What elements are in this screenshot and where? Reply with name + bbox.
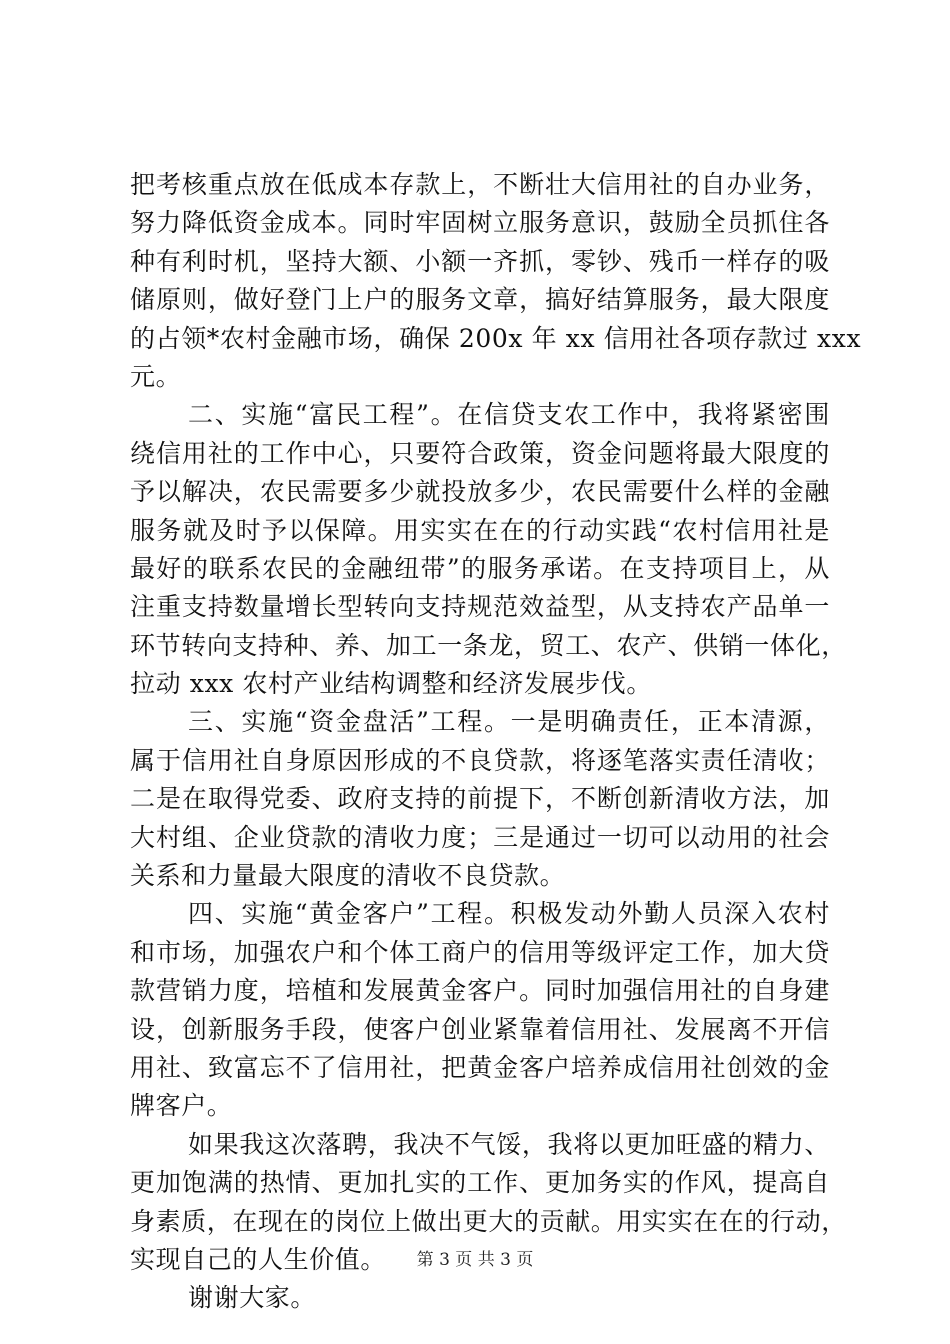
text-line: 大村组、企业贷款的清收力度；三是通过一切可以动用的社会	[130, 822, 830, 852]
text-line: 最好的联系农民的金融纽带”的服务承诺。在支持项目上，从	[130, 553, 830, 583]
text-line: 牌客户。	[130, 1091, 233, 1121]
text-line: 二是在取得党委、政府支持的前提下，不断创新清收方法，加	[130, 784, 830, 814]
text-line: 四、实施“黄金客户”工程。积极发动外勤人员深入农村	[188, 899, 830, 929]
text-line: 努力降低资金成本。同时牢固树立服务意识，鼓励全员抓住各	[130, 208, 830, 238]
text-line: 属于信用社自身原因形成的不良贷款，将逐笔落实责任清收；	[130, 745, 830, 775]
text-line: 的占领*农村金融市场，确保 200x 年 xx 信用社各项存款过 xxx	[130, 323, 862, 353]
text-line: 更加饱满的热情、更加扎实的工作、更加务实的作风，提高自	[130, 1168, 830, 1198]
text-line: 身素质，在现在的岗位上做出更大的贡献。用实实在在的行动，	[130, 1206, 847, 1236]
paragraph	[130, 396, 847, 703]
text-line: 服务就及时予以保障。用实实在在的行动实践“农村信用社是	[130, 515, 830, 545]
text-line: 如果我这次落聘，我决不气馁，我将以更加旺盛的精力、	[188, 1129, 830, 1159]
paragraph	[130, 703, 830, 895]
text-line: 储原则，做好登门上户的服务文章，搞好结算服务，最大限度	[130, 285, 830, 315]
paragraph	[130, 895, 830, 1125]
text-line: 把考核重点放在低成本存款上，不断壮大信用社的自办业务，	[130, 170, 830, 199]
text-line: 设，创新服务手段，使客户创业紧靠着信用社、发展离不开信	[130, 1014, 830, 1044]
text-line: 予以解决，农民需要多少就投放多少，农民需要什么样的金融	[130, 477, 830, 507]
text-line: 绕信用社的工作中心，只要符合政策，资金问题将最大限度的	[130, 438, 830, 468]
text-line: 元。	[130, 361, 182, 391]
page-number-footer: 第 3 页 共 3 页	[416, 1250, 534, 1270]
text-line: 三、实施“资金盘活”工程。一是明确责任，正本清源，	[188, 707, 830, 737]
paragraph	[130, 166, 862, 396]
text-line: 款营销力度，培植和发展黄金客户。同时加强信用社的自身建	[130, 976, 830, 1006]
text-line: 拉动 xxx 农村产业结构调整和经济发展步伐。	[130, 669, 652, 699]
text-line: 关系和力量最大限度的清收不良贷款。	[130, 861, 566, 891]
text-line: 种有利时机，坚持大额、小额一齐抓，零钞、残币一样存的吸	[130, 246, 830, 276]
text-line: 注重支持数量增长型转向支持规范效益型，从支持农产品单一	[130, 592, 830, 622]
text-line: 谢谢大家。	[188, 1283, 317, 1313]
text-line: 环节转向支持种、养、加工一条龙，贸工、农产、供销一体化，	[130, 630, 847, 660]
text-line: 和市场，加强农户和个体工商户的信用等级评定工作，加大贷	[130, 937, 830, 967]
document-body	[130, 166, 862, 1318]
text-line: 二、实施“富民工程”。在信贷支农工作中，我将紧密围	[188, 400, 830, 430]
text-line: 实现自己的人生价值。	[130, 1244, 387, 1274]
paragraph	[130, 1279, 830, 1317]
text-line: 用社、致富忘不了信用社，把黄金客户培养成信用社创效的金	[130, 1052, 830, 1082]
